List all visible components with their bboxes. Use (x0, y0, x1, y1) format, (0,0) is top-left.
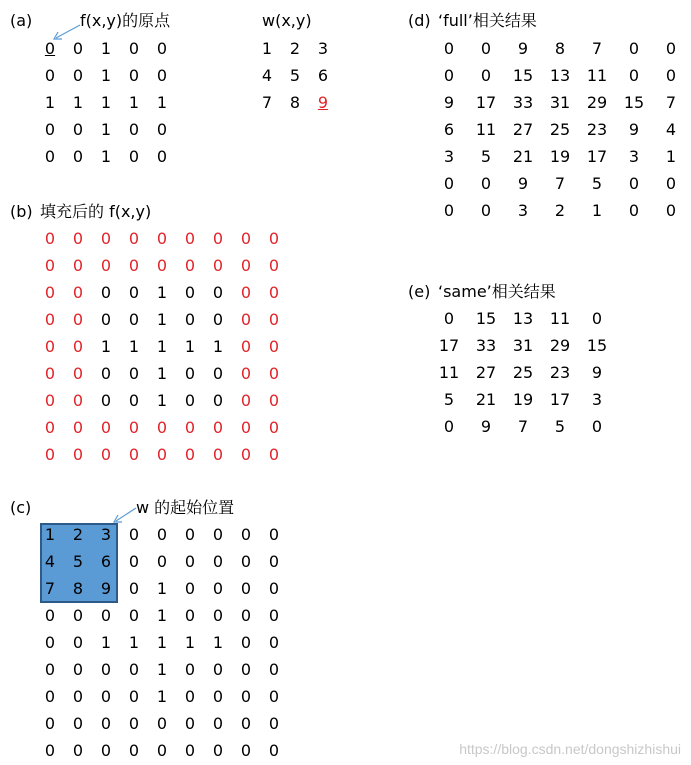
matrix-cell: 0 (591, 309, 603, 328)
matrix-cell: 27 (475, 363, 497, 382)
matrix-cell: 0 (128, 229, 140, 248)
matrix-cell: 0 (184, 525, 196, 544)
matrix-cell: 0 (128, 256, 140, 275)
matrix-cell: 1 (128, 633, 140, 652)
matrix-cell: 1 (128, 337, 140, 356)
matrix-cell: 0 (184, 256, 196, 275)
matrix-cell: 5 (443, 390, 455, 409)
matrix-cell: 0 (268, 741, 280, 760)
matrix-cell: 0 (100, 391, 112, 410)
matrix-cell: 0 (44, 445, 56, 464)
matrix-cell: 0 (44, 66, 56, 85)
matrix-cell: 25 (512, 363, 534, 382)
matrix-cell: 0 (128, 418, 140, 437)
matrix-cell: 11 (586, 66, 608, 85)
matrix-cell: 0 (44, 310, 56, 329)
matrix-cell: 1 (156, 283, 168, 302)
matrix-cell: 0 (184, 579, 196, 598)
matrix-cell: 0 (100, 364, 112, 383)
matrix-cell: 19 (549, 147, 571, 166)
matrix-cell: 0 (628, 39, 640, 58)
matrix-cell: 0 (128, 660, 140, 679)
matrix-cell: 13 (549, 66, 571, 85)
matrix-cell: 0 (240, 687, 252, 706)
matrix-cell: 0 (44, 714, 56, 733)
matrix-cell: 0 (100, 229, 112, 248)
matrix-cell: 0 (212, 660, 224, 679)
matrix-cell: 0 (128, 391, 140, 410)
matrix-cell: 0 (212, 391, 224, 410)
matrix-cell: 0 (100, 283, 112, 302)
matrix-cell: 0 (44, 660, 56, 679)
matrix-cell: 0 (268, 633, 280, 652)
matrix-cell: 17 (438, 336, 460, 355)
matrix-cell: 1 (156, 337, 168, 356)
matrix-cell: 0 (156, 66, 168, 85)
matrix-cell: 0 (128, 283, 140, 302)
matrix-cell: 1 (100, 147, 112, 166)
matrix-cell: 9 (317, 93, 329, 112)
matrix-cell: 0 (72, 39, 84, 58)
matrix-cell: 0 (268, 310, 280, 329)
matrix-cell: 0 (240, 552, 252, 571)
matrix-cell: 0 (184, 418, 196, 437)
matrix-cell: 0 (212, 552, 224, 571)
panel-a-f-title: f(x,y)的原点 (80, 11, 171, 30)
matrix-cell: 0 (72, 391, 84, 410)
matrix-cell: 1 (261, 39, 273, 58)
matrix-cell: 5 (554, 417, 566, 436)
matrix-cell: 0 (212, 418, 224, 437)
matrix-cell: 1 (100, 39, 112, 58)
matrix-cell: 0 (480, 39, 492, 58)
matrix-cell: 21 (475, 390, 497, 409)
matrix-cell: 29 (549, 336, 571, 355)
matrix-cell: 0 (443, 201, 455, 220)
matrix-cell: 0 (100, 606, 112, 625)
matrix-cell: 0 (240, 714, 252, 733)
matrix-cell: 0 (480, 174, 492, 193)
matrix-cell: 1 (665, 147, 677, 166)
matrix-cell: 0 (240, 579, 252, 598)
matrix-cell: 0 (128, 552, 140, 571)
matrix-cell: 2 (289, 39, 301, 58)
matrix-cell: 0 (268, 687, 280, 706)
matrix-cell: 0 (212, 364, 224, 383)
matrix-cell: 17 (549, 390, 571, 409)
matrix-cell: 0 (128, 120, 140, 139)
matrix-cell: 7 (261, 93, 273, 112)
matrix-cell: 31 (549, 93, 571, 112)
start-arrow-icon (110, 505, 140, 525)
matrix-cell: 0 (184, 445, 196, 464)
matrix-cell: 1 (156, 606, 168, 625)
matrix-cell: 0 (240, 606, 252, 625)
matrix-cell: 0 (212, 283, 224, 302)
matrix-cell: 0 (44, 391, 56, 410)
matrix-cell: 9 (443, 93, 455, 112)
panel-d-title: ‘full’相关结果 (438, 11, 537, 30)
matrix-cell: 0 (480, 66, 492, 85)
matrix-cell: 0 (100, 660, 112, 679)
panel-e-title: ‘same’相关结果 (438, 282, 556, 301)
matrix-cell: 3 (628, 147, 640, 166)
matrix-cell: 0 (443, 39, 455, 58)
matrix-cell: 0 (72, 229, 84, 248)
matrix-cell: 1 (100, 120, 112, 139)
matrix-cell: 1 (591, 201, 603, 220)
matrix-cell: 0 (156, 445, 168, 464)
matrix-cell: 0 (128, 147, 140, 166)
matrix-cell: 0 (212, 256, 224, 275)
matrix-cell: 0 (44, 283, 56, 302)
matrix-cell: 0 (128, 714, 140, 733)
matrix-cell: 23 (586, 120, 608, 139)
matrix-cell: 0 (72, 606, 84, 625)
matrix-cell: 0 (128, 310, 140, 329)
panel-b-label: (b) (10, 202, 33, 221)
matrix-cell: 0 (156, 120, 168, 139)
matrix-cell: 0 (72, 687, 84, 706)
matrix-cell: 31 (512, 336, 534, 355)
matrix-cell: 0 (443, 66, 455, 85)
matrix-cell: 0 (128, 525, 140, 544)
matrix-cell: 9 (100, 579, 112, 598)
matrix-cell: 0 (212, 579, 224, 598)
matrix-cell: 0 (628, 174, 640, 193)
matrix-cell: 0 (44, 741, 56, 760)
matrix-cell: 0 (212, 687, 224, 706)
matrix-cell: 1 (44, 93, 56, 112)
matrix-cell: 0 (268, 283, 280, 302)
matrix-cell: 0 (212, 606, 224, 625)
matrix-cell: 1 (72, 93, 84, 112)
matrix-cell: 0 (44, 364, 56, 383)
matrix-cell: 15 (623, 93, 645, 112)
matrix-cell: 19 (512, 390, 534, 409)
matrix-cell: 0 (268, 445, 280, 464)
matrix-cell: 0 (443, 309, 455, 328)
matrix-cell: 0 (268, 579, 280, 598)
matrix-cell: 0 (156, 741, 168, 760)
matrix-cell: 0 (240, 310, 252, 329)
matrix-cell: 1 (184, 337, 196, 356)
matrix-cell: 6 (317, 66, 329, 85)
panel-d-label: (d) (408, 11, 431, 30)
matrix-cell: 0 (240, 364, 252, 383)
matrix-cell: 17 (475, 93, 497, 112)
matrix-cell: 0 (184, 310, 196, 329)
matrix-cell: 0 (240, 741, 252, 760)
panel-c-title: w 的起始位置 (136, 498, 235, 517)
matrix-cell: 5 (591, 174, 603, 193)
matrix-cell: 0 (156, 229, 168, 248)
matrix-cell: 0 (156, 714, 168, 733)
matrix-cell: 0 (212, 310, 224, 329)
matrix-cell: 0 (184, 552, 196, 571)
matrix-cell: 27 (512, 120, 534, 139)
matrix-cell: 5 (72, 552, 84, 571)
matrix-cell: 0 (184, 606, 196, 625)
matrix-cell: 7 (665, 93, 677, 112)
matrix-cell: 0 (591, 417, 603, 436)
matrix-cell: 0 (268, 606, 280, 625)
matrix-cell: 0 (443, 174, 455, 193)
matrix-cell: 5 (480, 147, 492, 166)
matrix-cell: 0 (665, 201, 677, 220)
matrix-cell: 1 (156, 310, 168, 329)
matrix-cell: 0 (240, 391, 252, 410)
matrix-cell: 3 (517, 201, 529, 220)
matrix-cell: 9 (517, 174, 529, 193)
matrix-cell: 7 (44, 579, 56, 598)
matrix-cell: 0 (212, 741, 224, 760)
matrix-cell: 1 (100, 337, 112, 356)
matrix-cell: 1 (156, 391, 168, 410)
matrix-cell: 0 (212, 229, 224, 248)
matrix-cell: 1 (184, 633, 196, 652)
matrix-cell: 0 (128, 66, 140, 85)
matrix-cell: 1 (212, 633, 224, 652)
matrix-cell: 0 (44, 39, 56, 58)
matrix-cell: 0 (72, 310, 84, 329)
matrix-cell: 0 (240, 660, 252, 679)
matrix-cell: 8 (554, 39, 566, 58)
matrix-cell: 0 (72, 633, 84, 652)
matrix-cell: 15 (475, 309, 497, 328)
matrix-cell: 7 (517, 417, 529, 436)
matrix-cell: 11 (549, 309, 571, 328)
matrix-cell: 1 (156, 660, 168, 679)
matrix-cell: 0 (44, 687, 56, 706)
matrix-cell: 15 (512, 66, 534, 85)
panel-a-w-title: w(x,y) (262, 11, 312, 30)
matrix-cell: 1 (100, 633, 112, 652)
panel-b-title: 填充后的 f(x,y) (40, 202, 152, 221)
matrix-cell: 0 (184, 660, 196, 679)
matrix-cell: 0 (128, 39, 140, 58)
matrix-cell: 0 (268, 714, 280, 733)
panel-a-label: (a) (10, 11, 33, 30)
matrix-cell: 0 (128, 741, 140, 760)
matrix-cell: 1 (156, 579, 168, 598)
matrix-cell: 8 (72, 579, 84, 598)
matrix-cell: 0 (156, 256, 168, 275)
matrix-cell: 5 (289, 66, 301, 85)
matrix-cell: 0 (240, 633, 252, 652)
matrix-cell: 33 (512, 93, 534, 112)
matrix-cell: 0 (156, 552, 168, 571)
matrix-cell: 0 (184, 391, 196, 410)
matrix-cell: 33 (475, 336, 497, 355)
matrix-cell: 0 (184, 229, 196, 248)
matrix-cell: 0 (184, 687, 196, 706)
matrix-cell: 23 (549, 363, 571, 382)
matrix-cell: 0 (212, 525, 224, 544)
matrix-cell: 0 (72, 741, 84, 760)
matrix-cell: 25 (549, 120, 571, 139)
matrix-cell: 0 (443, 417, 455, 436)
matrix-cell: 0 (100, 256, 112, 275)
matrix-cell: 0 (128, 606, 140, 625)
matrix-cell: 3 (443, 147, 455, 166)
matrix-cell: 0 (184, 741, 196, 760)
matrix-cell: 0 (268, 418, 280, 437)
matrix-cell: 0 (72, 418, 84, 437)
matrix-cell: 0 (72, 660, 84, 679)
matrix-cell: 0 (240, 283, 252, 302)
matrix-cell: 0 (240, 337, 252, 356)
matrix-cell: 0 (72, 337, 84, 356)
matrix-cell: 0 (156, 147, 168, 166)
matrix-cell: 1 (100, 66, 112, 85)
matrix-cell: 1 (156, 633, 168, 652)
matrix-cell: 0 (72, 364, 84, 383)
matrix-cell: 0 (72, 283, 84, 302)
matrix-cell: 0 (240, 525, 252, 544)
matrix-cell: 2 (72, 525, 84, 544)
matrix-cell: 0 (628, 66, 640, 85)
matrix-cell: 3 (317, 39, 329, 58)
matrix-cell: 0 (72, 120, 84, 139)
matrix-cell: 0 (128, 364, 140, 383)
matrix-cell: 0 (240, 229, 252, 248)
matrix-cell: 0 (100, 687, 112, 706)
matrix-cell: 0 (156, 525, 168, 544)
matrix-cell: 13 (512, 309, 534, 328)
matrix-cell: 1 (156, 93, 168, 112)
matrix-cell: 0 (212, 714, 224, 733)
matrix-cell: 0 (128, 579, 140, 598)
matrix-cell: 0 (72, 147, 84, 166)
panel-e-label: (e) (408, 282, 431, 301)
matrix-cell: 0 (268, 525, 280, 544)
matrix-cell: 0 (184, 364, 196, 383)
matrix-cell: 6 (443, 120, 455, 139)
matrix-cell: 1 (128, 93, 140, 112)
matrix-cell: 29 (586, 93, 608, 112)
matrix-cell: 0 (156, 39, 168, 58)
matrix-cell: 0 (100, 310, 112, 329)
matrix-cell: 1 (44, 525, 56, 544)
matrix-cell: 6 (100, 552, 112, 571)
matrix-cell: 0 (72, 256, 84, 275)
matrix-cell: 0 (44, 633, 56, 652)
matrix-cell: 0 (72, 445, 84, 464)
panel-c-label: (c) (10, 498, 32, 517)
matrix-cell: 0 (100, 445, 112, 464)
matrix-cell: 0 (44, 418, 56, 437)
matrix-cell: 2 (554, 201, 566, 220)
matrix-cell: 1 (212, 337, 224, 356)
matrix-cell: 0 (268, 552, 280, 571)
matrix-cell: 1 (156, 364, 168, 383)
matrix-cell: 0 (72, 66, 84, 85)
watermark: https://blog.csdn.net/dongshizhishui (459, 741, 681, 757)
matrix-cell: 15 (586, 336, 608, 355)
matrix-cell: 0 (240, 445, 252, 464)
matrix-cell: 4 (665, 120, 677, 139)
matrix-cell: 0 (268, 229, 280, 248)
matrix-cell: 1 (156, 687, 168, 706)
matrix-cell: 0 (44, 256, 56, 275)
matrix-cell: 0 (128, 445, 140, 464)
matrix-cell: 0 (100, 714, 112, 733)
matrix-cell: 0 (268, 660, 280, 679)
matrix-cell: 8 (289, 93, 301, 112)
matrix-cell: 0 (240, 256, 252, 275)
matrix-cell: 17 (586, 147, 608, 166)
matrix-cell: 0 (268, 364, 280, 383)
matrix-cell: 9 (480, 417, 492, 436)
matrix-cell: 4 (261, 66, 273, 85)
matrix-cell: 21 (512, 147, 534, 166)
matrix-cell: 11 (475, 120, 497, 139)
matrix-cell: 0 (665, 66, 677, 85)
matrix-cell: 0 (665, 174, 677, 193)
matrix-cell: 0 (628, 201, 640, 220)
matrix-cell: 0 (240, 418, 252, 437)
matrix-cell: 0 (184, 714, 196, 733)
matrix-cell: 0 (268, 391, 280, 410)
matrix-cell: 0 (44, 147, 56, 166)
matrix-cell: 0 (44, 606, 56, 625)
matrix-cell: 0 (100, 418, 112, 437)
matrix-cell: 0 (665, 39, 677, 58)
matrix-cell: 3 (591, 390, 603, 409)
matrix-cell: 9 (517, 39, 529, 58)
matrix-cell: 0 (212, 445, 224, 464)
matrix-cell: 9 (628, 120, 640, 139)
matrix-cell: 0 (44, 229, 56, 248)
matrix-cell: 0 (268, 337, 280, 356)
matrix-cell: 3 (100, 525, 112, 544)
matrix-cell: 7 (554, 174, 566, 193)
matrix-cell: 9 (591, 363, 603, 382)
matrix-cell: 0 (100, 741, 112, 760)
matrix-cell: 0 (72, 714, 84, 733)
matrix-cell: 0 (184, 283, 196, 302)
matrix-cell: 0 (44, 120, 56, 139)
matrix-cell: 7 (591, 39, 603, 58)
matrix-cell: 0 (156, 418, 168, 437)
matrix-cell: 11 (438, 363, 460, 382)
matrix-cell: 0 (128, 687, 140, 706)
matrix-cell: 1 (100, 93, 112, 112)
matrix-cell: 0 (480, 201, 492, 220)
matrix-cell: 4 (44, 552, 56, 571)
matrix-cell: 0 (268, 256, 280, 275)
matrix-cell: 0 (44, 337, 56, 356)
